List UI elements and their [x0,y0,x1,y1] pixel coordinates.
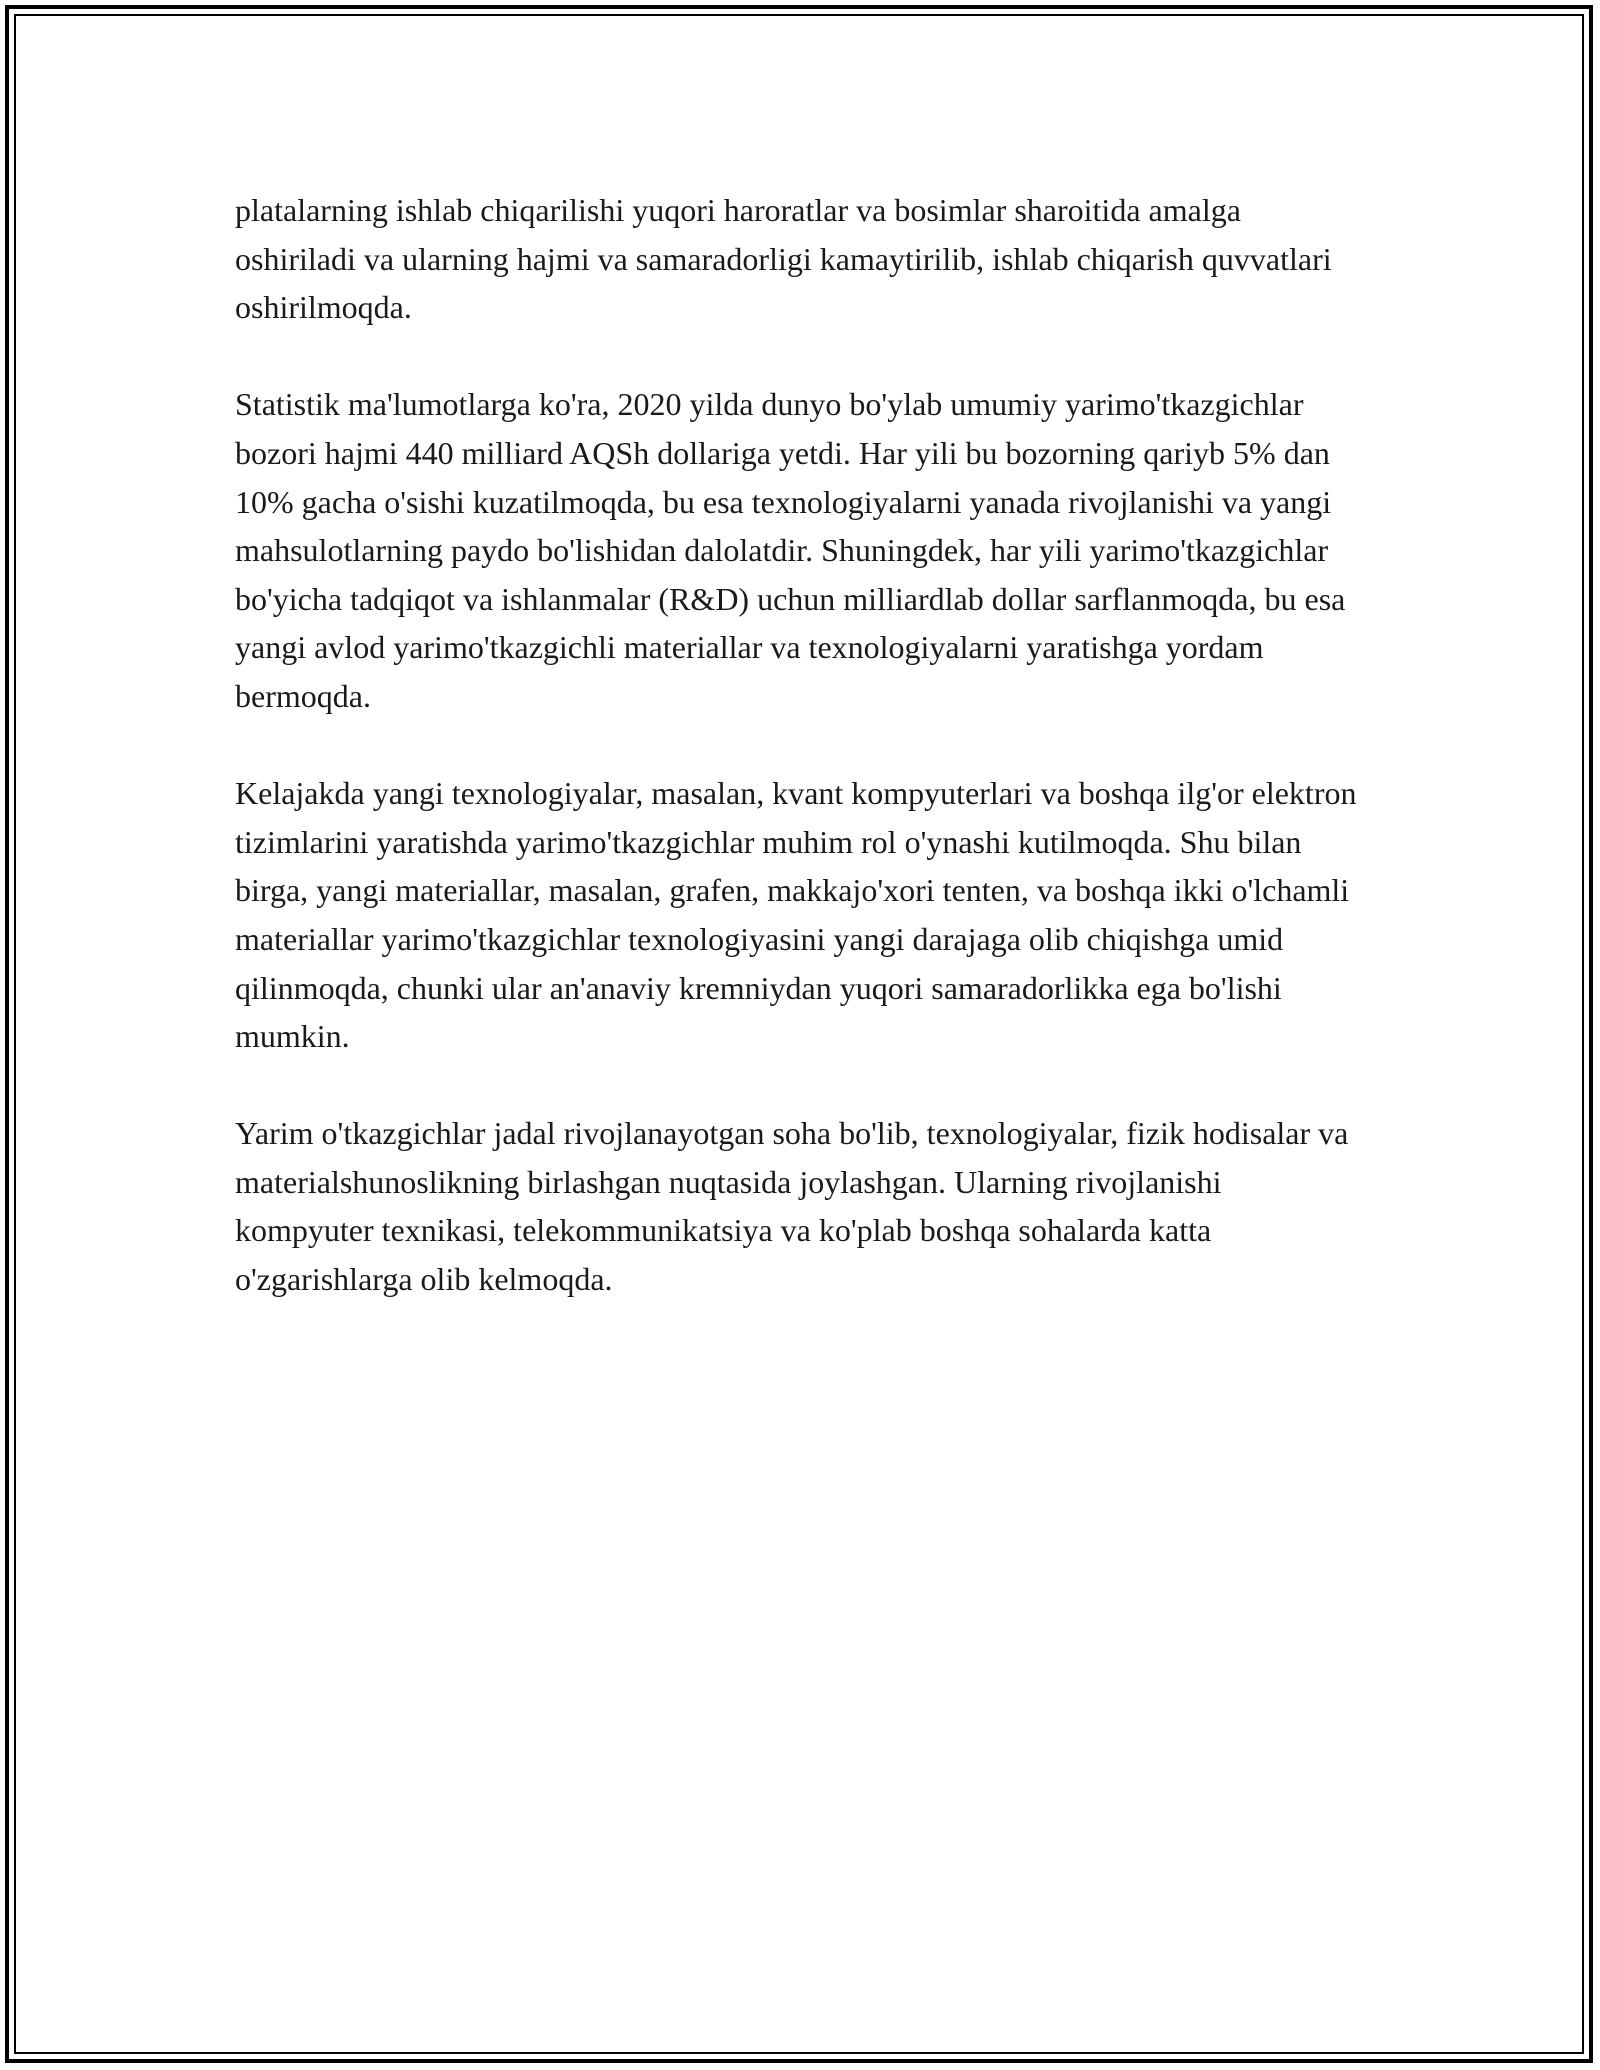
paragraph-2: Statistik ma'lumotlarga ko'ra, 2020 yilda dunyo bo'ylab umumiy yarimo'tkazgichlar bozori hajmi 440 milliard AQSh dollariga yetdi. Har yili bu bozorning qariyb 5% dan 10% gacha o'sishi kuzatilmoqda, bu esa texnologiyalarni yanada rivojlanishi va yangi mahsulotlarning paydo bo'lishidan dalolatdir. Shuningdek, har yili yarimo'tkazgichlar bo'yicha tadqiqot va ishlanmalar (R&D) uchun milliardlab dollar sarflanmoqda, bu esa yangi avlod yarimo'tkazgichli materiallar va texnologiyalarni yaratishga yordam bermoqda. [235,386,1346,714]
paragraph-4: Yarim o'tkazgichlar jadal rivojlanayotgan soha bo'lib, texnologiyalar, fizik hodisalar va materialshunoslikning birlashgan nuqtasida joylashgan. Ularning rivojlanishi kompyuter texnikasi, telekommunikatsiya va ko'plab boshqa sohalarda katta o'zgarishlarga olib kelmoqda. [235,1115,1349,1298]
paragraph-1: platalarning ishlab chiqarilishi yuqori haroratlar va bosimlar sharoitida amalga oshiriladi va ularning hajmi va samaradorligi kamaytirilib, ishlab chiqarish quvvatlari oshirilmoqda. [235,192,1332,326]
document-body [235,186,1365,1352]
paragraph-3: Kelajakda yangi texnologiyalar, masalan, kvant kompyuterlari va boshqa ilg'or elektron tizimlarini yaratishda yarimo'tkazgichlar muhim rol o'ynashi kutilmoqda. Shu bilan birga, yangi materiallar, masalan, grafen, makkajo'xori tenten, va boshqa ikki o'lchamli materiallar yarimo'tkazgichlar texnologiyasini yangi darajaga olib chiqishga umid qilinmoqda, chunki ular an'anaviy kremniydan yuqori samaradorlikka ega bo'lishi mumkin. [235,775,1357,1055]
